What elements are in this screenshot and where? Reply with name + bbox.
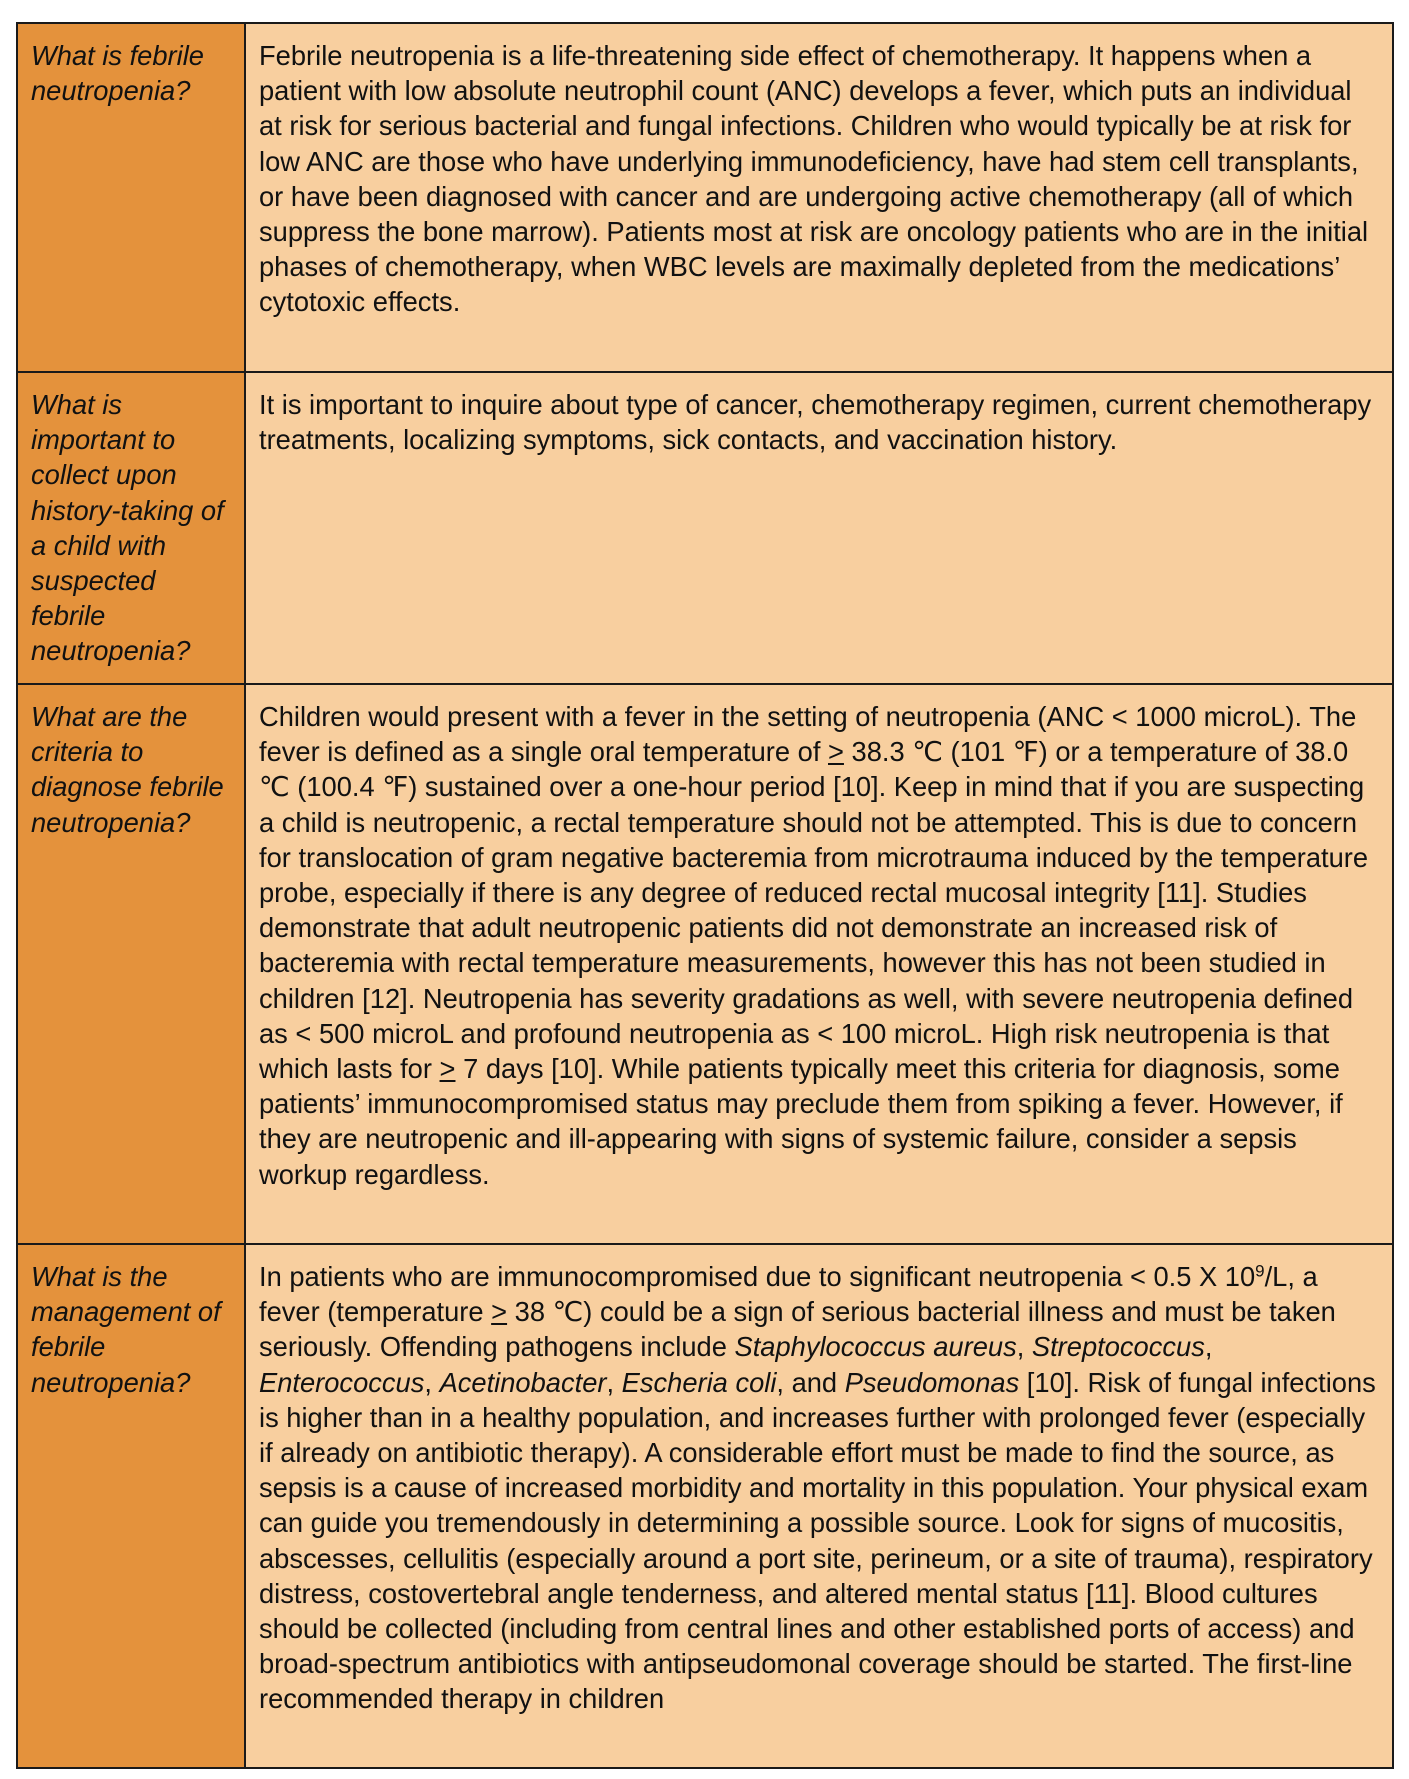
answer-cell bbox=[245, 372, 1393, 684]
pathogen-name: Staphylococcus aureus bbox=[734, 1331, 1017, 1363]
greater-or-equal-symbol: > bbox=[491, 1296, 508, 1328]
question-cell: What is important to collect upon history-taking of a child with suspected febrile neutropenia? bbox=[17, 372, 245, 684]
answer-text-segment: 38.3 ℃ (101 ℉) or a temperature of 38.0 ℃ (100.4 ℉) sustained over a one-hour period [10]. Keep in mind that if you are suspecting a child is neutropenic, a rectal temperature should not be attempted. This is due to concern for translocation of gram negative bacteremia from microtrauma induced by the temperature probe, especially if there is any degree of reduced rectal mucosal integrity [11]. Studies demonstrate that adult neutropenic patients did not demonstrate an increased risk of bacteremia with rectal temperature measurements, however this has not been studied in children [12]. Neutropenia has severity gradations as well, with severe neutropenia defined as < 500 microL and profound neutropenia as < 100 microL. High risk neutropenia is that which lasts for bbox=[259, 736, 1369, 1085]
pathogen-name: Pseudomonas bbox=[844, 1366, 1020, 1398]
answer-cell bbox=[245, 23, 1393, 372]
pathogen-name: Streptococcus bbox=[1031, 1331, 1205, 1363]
answer-text bbox=[259, 1259, 1378, 1717]
greater-or-equal-symbol: > bbox=[439, 1053, 456, 1085]
question-cell: What are the criteria to diagnose febrile neutropenia? bbox=[17, 684, 245, 1244]
answer-text: Febrile neutropenia is a life-threatening side effect of chemotherapy. It happens when a patient with low absolute neutrophil count (ANC) develops a fever, which puts an individual at risk for serious bacterial and fungal infections. Children who would typically be at risk for low ANC are those who have underlying immunodeficiency, have had stem cell transplants, or have been diagnosed with cancer and are undergoing active chemotherapy (all of which suppress the bone marrow). Patients most at risk are oncology patients who are in the initial phases of chemotherapy, when WBC levels are maximally depleted from the medications’ cytotoxic effects. bbox=[259, 40, 1369, 318]
table-row bbox=[17, 684, 1393, 1244]
answer-text-segment: 7 days [10]. While patients typically meet this criteria for diagnosis, some patients’ immunocompromised status may preclude them from spiking a fever. However, if they are neutropenic and ill-appearing with signs of systemic failure, consider a sepsis workup regardless. bbox=[259, 1053, 1343, 1190]
greater-or-equal-symbol: > bbox=[828, 736, 844, 768]
answer-text-segment: /L, a fever (temperature bbox=[259, 1261, 1318, 1328]
table-row bbox=[17, 1244, 1393, 1768]
answer-text: It is important to inquire about type of cancer, chemotherapy regimen, current chemotherapy treatments, localizing symptoms, sick contacts, and vaccination history. bbox=[259, 389, 1372, 456]
answer-text-segment: , bbox=[606, 1366, 622, 1398]
table-row bbox=[17, 23, 1393, 372]
superscript-exponent: 9 bbox=[1255, 1261, 1265, 1281]
answer-text-segment: In patients who are immunocompromised due to significant neutropenia < 0.5 X 10 bbox=[259, 1261, 1256, 1292]
table-row bbox=[17, 372, 1393, 684]
question-cell: What is febrile neutropenia? bbox=[17, 23, 245, 372]
answer-text-segment: , bbox=[424, 1366, 440, 1398]
pathogen-name: Enterococcus bbox=[259, 1366, 425, 1398]
answer-text-segment: , bbox=[1016, 1331, 1032, 1363]
answer-text-segment: [10]. Risk of fungal infections is higher than in a healthy population, and increases further with prolonged fever (especially if already on antibiotic therapy). A considerable effort must be made to find the source, as sepsis is a cause of increased morbidity and mortality in this population. Your physical exam can guide you tremendously in determining a possible source. Look for signs of mucositis, abscesses, cellulitis (especially around a port site, perineum, or a site of trauma), respiratory distress, costovertebral angle tenderness, and altered mental status [11]. Blood cultures should be collected (including from central lines and other established ports of access) and broad-spectrum antibiotics with antipseudomonal coverage should be started. The first-line recommended therapy in children bbox=[259, 1366, 1376, 1715]
answer-cell bbox=[245, 684, 1393, 1244]
answer-text-segment: 38 ℃) could be a sign of serious bacterial illness and must be taken seriously. Offending pathogens include bbox=[259, 1296, 1336, 1363]
qa-table bbox=[16, 22, 1394, 1769]
answer-text bbox=[259, 699, 1378, 1192]
pathogen-name: Acetinobacter bbox=[439, 1366, 607, 1398]
answer-text-segment: , bbox=[1204, 1331, 1213, 1363]
question-cell: What is the management of febrile neutropenia? bbox=[17, 1244, 245, 1768]
answer-cell bbox=[245, 1244, 1393, 1768]
answer-text-segment: Children would present with a fever in the setting of neutropenia (ANC < 1000 microL). The fever is defined as a single oral temperature of bbox=[259, 701, 1357, 768]
answer-text-segment: , and bbox=[776, 1366, 845, 1398]
pathogen-name: Escheria coli bbox=[621, 1366, 777, 1398]
